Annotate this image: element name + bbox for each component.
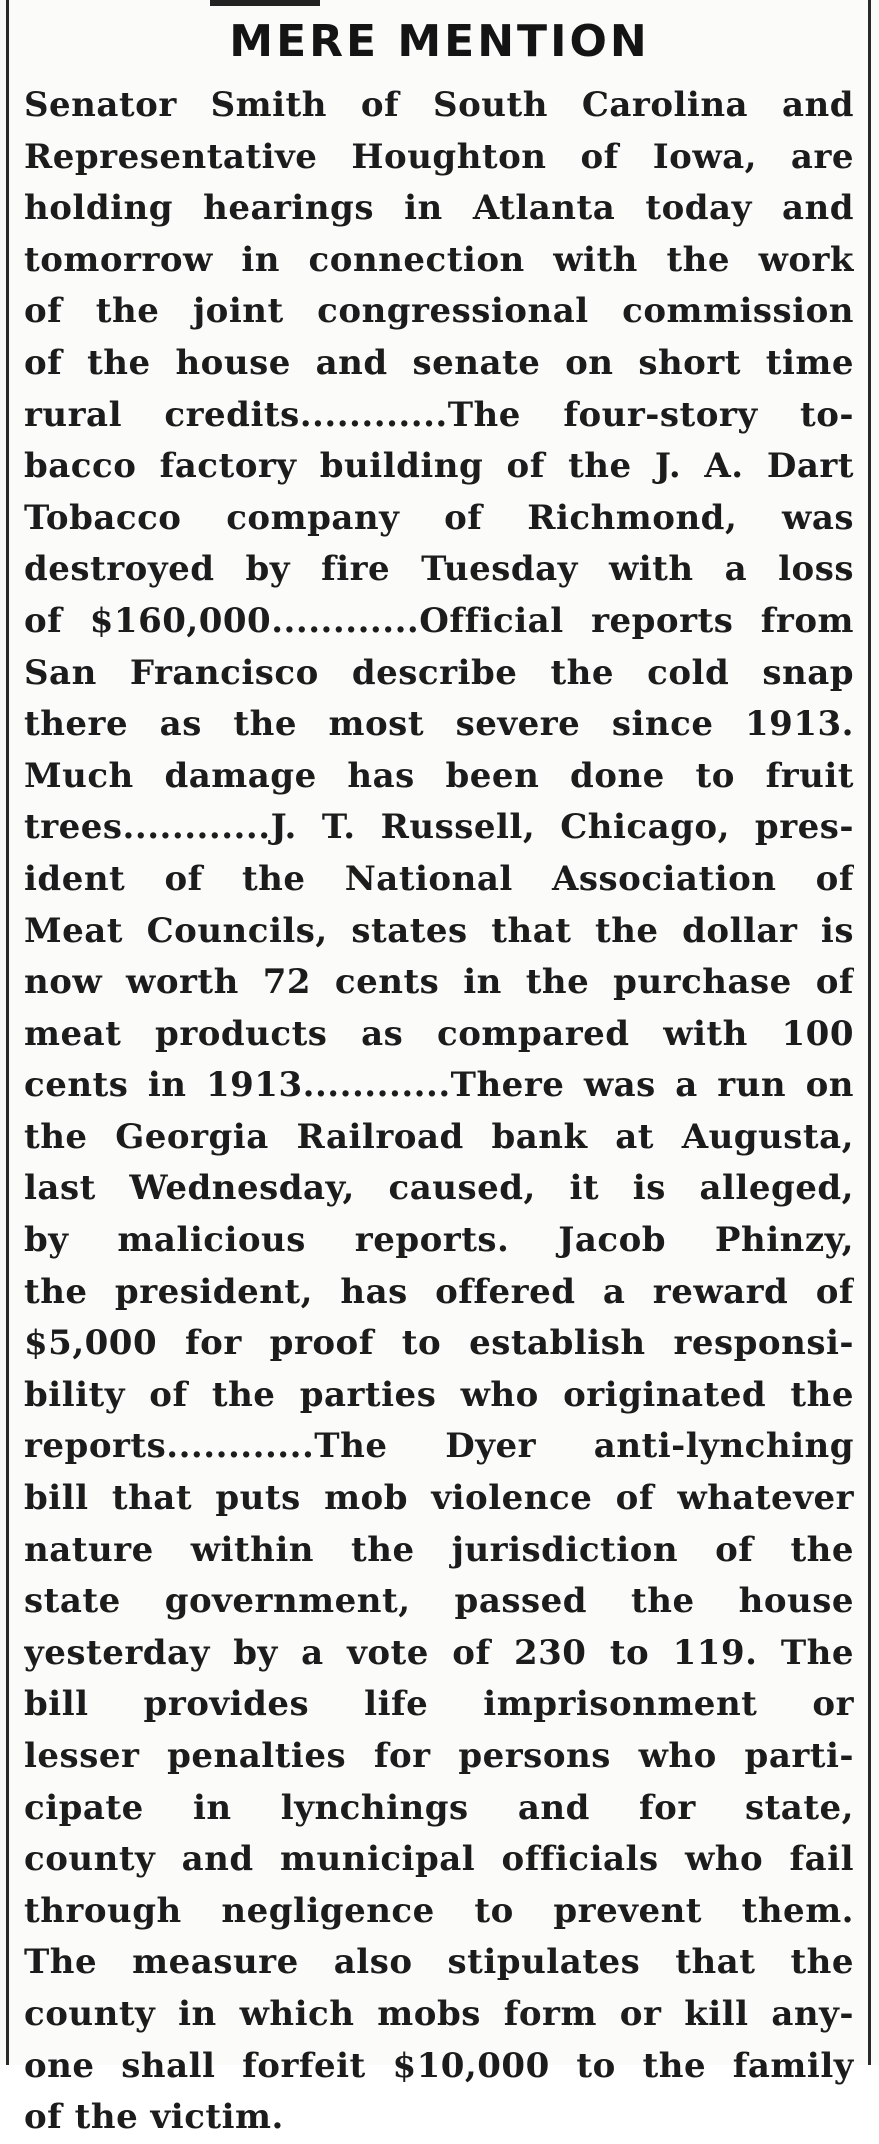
article-line: by malicious reports. Jacob Phinzy, bbox=[24, 1220, 854, 1261]
article-line: yesterday by a vote of 230 to 119. The bbox=[24, 1632, 854, 1673]
article-line: meat products as compared with 100 bbox=[24, 1013, 854, 1054]
article-line: now worth 72 cents in the purchase of bbox=[24, 962, 854, 1003]
article-line: bill provides life imprisonment or bbox=[24, 1684, 854, 1725]
article-line: last Wednesday, caused, it is alleged, bbox=[24, 1168, 854, 1209]
article-line: The measure also stipulates that the bbox=[24, 1942, 854, 1983]
headline: MERE MENTION bbox=[229, 16, 650, 67]
article-line: cipate in lynchings and for state, bbox=[24, 1787, 854, 1828]
article-line: Tobacco company of Richmond, was bbox=[24, 497, 854, 538]
article-line: bacco factory building of the J. A. Dart bbox=[24, 446, 854, 487]
article-line: one shall forfeit $10,000 to the family bbox=[24, 2045, 854, 2086]
article-line: the Georgia Railroad bank at Augusta, bbox=[24, 1116, 854, 1157]
column-rule-left bbox=[6, 0, 9, 2065]
article-line: lesser penalties for persons who parti- bbox=[24, 1736, 854, 1776]
article-line: bility of the parties who originated the bbox=[24, 1374, 854, 1415]
article-line: of $160,000............Official reports from bbox=[24, 600, 854, 641]
article-line: ident of the National Association of bbox=[24, 858, 854, 899]
article-line: reports............The Dyer anti-lynching bbox=[24, 1426, 854, 1467]
article-line: $5,000 for proof to establish responsi- bbox=[24, 1323, 854, 1364]
article-line: trees............J. T. Russell, Chicago, pres- bbox=[24, 807, 854, 848]
article-line: of the joint congressional commission bbox=[24, 291, 854, 332]
article-line: county and municipal officials who fail bbox=[24, 1839, 854, 1880]
article-line: county in which mobs form or kill any- bbox=[24, 1993, 854, 2034]
article-line: the president, has offered a reward of bbox=[24, 1271, 854, 1312]
article-line: bill that puts mob violence of whatever bbox=[24, 1478, 854, 1519]
article-line: of the victim. bbox=[24, 2097, 284, 2138]
article-line: there as the most severe since 1913. bbox=[24, 704, 854, 745]
article-line: state government, passed the house bbox=[24, 1581, 854, 1622]
article-line: of the house and senate on short time bbox=[24, 342, 854, 383]
article-line: Meat Councils, states that the dollar is bbox=[24, 910, 854, 951]
article-line: through negligence to prevent them. bbox=[24, 1890, 854, 1931]
article-line: Much damage has been done to fruit bbox=[24, 755, 854, 796]
article-line: holding hearings in Atlanta today and bbox=[24, 188, 854, 229]
article-line: tomorrow in connection with the work bbox=[24, 239, 854, 280]
article-line: Senator Smith of South Carolina and bbox=[24, 85, 854, 125]
article-line: Representative Houghton of Iowa, are bbox=[24, 136, 854, 177]
article-line: San Francisco describe the cold snap bbox=[24, 652, 854, 693]
article-line: nature within the jurisdiction of the bbox=[24, 1529, 854, 1570]
article-line: cents in 1913............There was a run on bbox=[24, 1065, 854, 1106]
article-line: destroyed by fire Tuesday with a loss bbox=[24, 549, 854, 590]
article-body bbox=[24, 80, 854, 2144]
article-line: rural credits............The four-story to- bbox=[24, 394, 854, 435]
column-top-rule bbox=[210, 0, 320, 6]
column-rule-right bbox=[868, 0, 871, 2065]
